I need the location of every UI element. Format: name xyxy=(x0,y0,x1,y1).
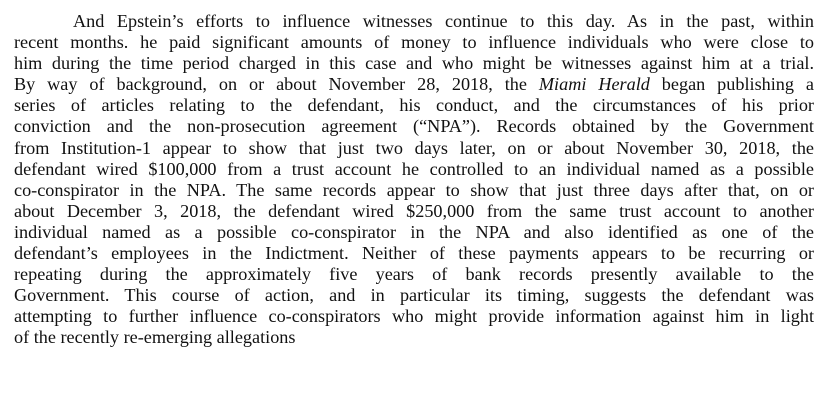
paragraph-line-12: defendant’s employees in the Indictment. Neither of these payments appears to be recurring or xyxy=(14,243,814,264)
paragraph-line-6: conviction and the non-prosecution agreement (“NPA”). Records obtained by the Government xyxy=(14,116,814,137)
paragraph-line-13: repeating during the approximately five years of bank records presently available to the xyxy=(14,264,814,285)
paragraph-line-5: series of articles relating to the defendant, his conduct, and the circumstances of his prior xyxy=(14,95,814,116)
paragraph-line-2: recent months. he paid significant amounts of money to influence individuals who were close to xyxy=(14,32,814,53)
paragraph-line-14: Government. This course of action, and in particular its timing, suggests the defendant was xyxy=(14,285,814,306)
paragraph-line-8: defendant wired $100,000 from a trust account he controlled to an individual named as a possible xyxy=(14,158,814,179)
paragraph-line-15: attempting to further influence co-conspirators who might provide information against him in light xyxy=(14,306,814,327)
paragraph-line-11: individual named as a possible co-conspirator in the NPA and also identified as one of the xyxy=(14,221,814,242)
paragraph-line-10: about December 3, 2018, the defendant wired $250,000 from the same trust account to another xyxy=(14,200,814,221)
paragraph-line-3: him during the time period charged in this case and who might be witnesses against him at a trial. xyxy=(14,53,814,74)
line-4-text-after: began publishing a xyxy=(649,74,814,95)
paragraph-line-1: And Epstein’s efforts to influence witnesses continue to this day. As in the past, within xyxy=(73,11,814,31)
paragraph-line-4 xyxy=(14,74,814,95)
document-paragraph xyxy=(14,11,814,349)
paragraph-line-9: co-conspirator in the NPA. The same records appear to show that just three days after that, on or xyxy=(14,179,814,200)
paragraph-line-7: from Institution-1 appear to show that just two days later, on or about November 30, 2018, the xyxy=(14,137,814,158)
paragraph-line-16: of the recently re-emerging allegations xyxy=(14,327,296,348)
newspaper-name: Miami Herald xyxy=(538,74,650,95)
line-4-text-before: By way of background, on or about November 28, 2018, the xyxy=(14,74,539,95)
